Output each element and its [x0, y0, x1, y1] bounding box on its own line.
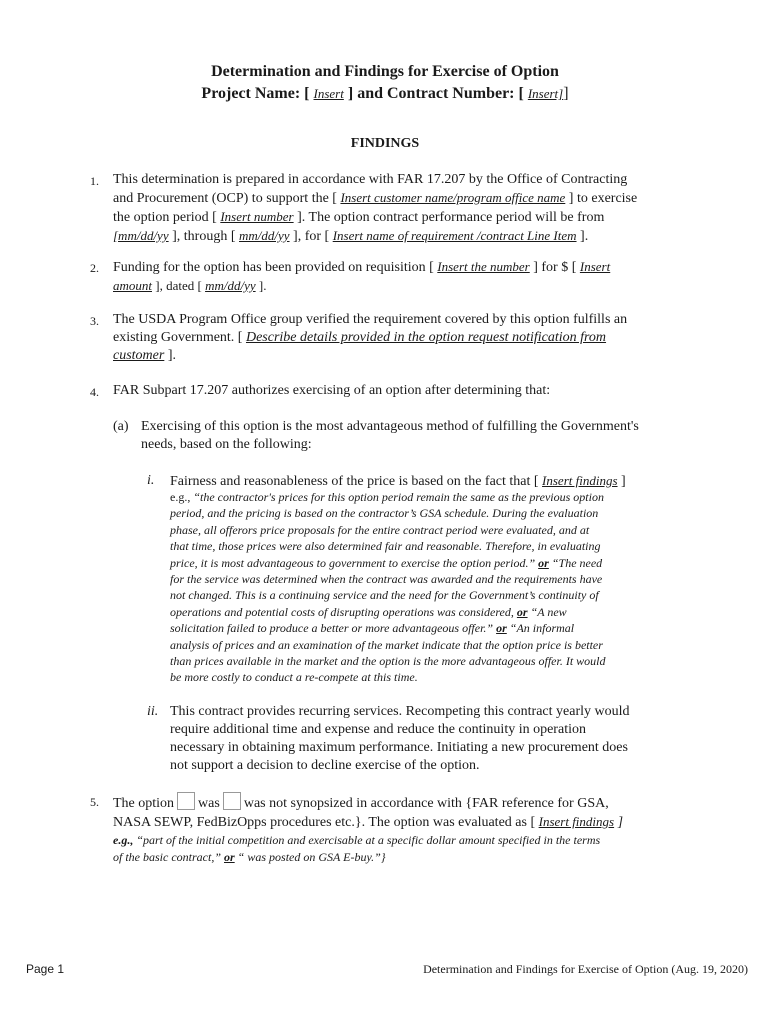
- insert-contract-number[interactable]: Insert]: [527, 86, 564, 101]
- item-number: 3.: [90, 314, 99, 328]
- item-4a-i: Fairness and reasonableness of the price is based on the fact that [ Insert findings ]: [170, 473, 626, 489]
- example-line: price, it is most advantageous to government to exercise the option period.” or “The need: [170, 555, 603, 570]
- example-line: solicitation failed to produce a better or more advantageous offer.” or “An informal: [170, 621, 575, 636]
- example-line: for the service was determined when the contract was awarded and the requirements have: [170, 572, 603, 587]
- insert-requirement-name[interactable]: Insert name of requirement /contract Line Item: [332, 228, 577, 243]
- insert-findings[interactable]: Insert findings: [542, 473, 618, 488]
- subitem-label: ii.: [147, 704, 159, 719]
- insert-customer-name[interactable]: Insert customer name/program office name: [340, 190, 566, 205]
- item-4a-ii: [170, 703, 690, 775]
- footer-title: Determination and Findings for Exercise of Option (Aug. 19, 2020): [423, 962, 748, 976]
- page-number: Page 1: [26, 962, 65, 976]
- insert-option-number[interactable]: Insert number: [220, 209, 294, 224]
- example-line: analysis of prices and an examination of the market indicate that the option price is better: [170, 637, 603, 652]
- recurring-services-line: not support a decision to decline exercise of the option.: [170, 758, 480, 773]
- example-line: phase, all offerors price proposals for the entire contract period were evaluated, and at: [170, 522, 590, 537]
- example-line: not changed. This is a continuing service and the need for the Government’s continuity of: [170, 588, 599, 603]
- item-number: 5.: [90, 795, 99, 809]
- item-4-intro: FAR Subpart 17.207 authorizes exercising of an option after determining that:: [113, 383, 551, 398]
- price-justification-example: [170, 489, 690, 686]
- insert-project-name[interactable]: Insert: [313, 86, 344, 101]
- item-number: 1.: [90, 174, 99, 188]
- item-3: The USDA Program Office group verified the requirement covered by this option fulfills an existing Government. [ Describe details provided in the option request notification from customer ].: [113, 312, 628, 363]
- example-line: operations and potential costs of disrupting operations was considered, or “A new: [170, 604, 567, 619]
- was-not-checkbox[interactable]: [223, 792, 241, 810]
- project-line: Project Name: [ Insert ] and Contract Number: [ Insert]]: [201, 85, 569, 102]
- subitem-label: i.: [147, 473, 155, 488]
- insert-start-date[interactable]: [mm/dd/yy: [113, 228, 169, 243]
- item-4a: Exercising of this option is the most advantageous method of fulfilling the Government's needs, based on the following:: [141, 419, 639, 452]
- item-number: 2.: [90, 261, 99, 275]
- example-line: that time, those prices were also determined fair and reasonable. Therefore, in evaluating: [170, 539, 601, 554]
- item-5: The option was was not synopsized in accordance with {FAR reference for GSA, NASA SEWP, FedBizOpps procedures etc.}. The option was evaluated as [ Insert findings ] e.g., “part of the initial competition and exercisable at a specific dollar amount specified in the terms of the basic contract,” or “ was posted on GSA E-buy.”}: [113, 792, 713, 866]
- recurring-services-line: require additional time and expense and reduce the continuity in operation: [170, 722, 586, 737]
- item-number: 4.: [90, 385, 99, 399]
- example-line: period, and the pricing is based on the contractor’s GSA schedule. During the evaluation: [170, 506, 599, 521]
- insert-evaluation-findings[interactable]: Insert findings: [538, 814, 615, 829]
- insert-date[interactable]: mm/dd/yy: [205, 278, 256, 293]
- recurring-services-line: This contract provides recurring services. Recompeting this contract yearly would: [170, 704, 630, 719]
- findings-heading: FINDINGS: [350, 136, 420, 151]
- insert-details[interactable]: Describe details provided in the option request notification from: [245, 330, 607, 345]
- was-checkbox[interactable]: [177, 792, 195, 810]
- item-1: This determination is prepared in accordance with FAR 17.207 by the Office of Contracting and Procurement (OCP) to support the [ Insert customer name/program office name ] to exercise the option period [ Insert number ]. The option contract performance period will be from [mm/dd/yy ], through [ mm/dd/yy ], for [ Insert name of requirement /contract Line Item ].: [113, 172, 638, 244]
- example-line: be more costly to conduct a re-compete at this time.: [170, 670, 418, 685]
- example-line: e.g., “the contractor's prices for this option period remain the same as the previous option: [170, 490, 604, 504]
- insert-amount[interactable]: Insert: [579, 259, 611, 274]
- example-line: than prices available in the market and the option is the more advantageous offer. It would: [170, 654, 606, 669]
- insert-requisition-number[interactable]: Insert the number: [437, 259, 530, 274]
- insert-end-date[interactable]: mm/dd/yy: [239, 228, 290, 243]
- subitem-label: (a): [113, 419, 129, 434]
- recurring-services-line: necessary in obtaining maximum performance. Initiating a new procurement does: [170, 740, 628, 755]
- item-2: Funding for the option has been provided on requisition [ Insert the number ] for $ [ Insert amount ], dated [ mm/dd/yy ].: [113, 259, 611, 293]
- document-title: Determination and Findings for Exercise of Option: [211, 63, 559, 80]
